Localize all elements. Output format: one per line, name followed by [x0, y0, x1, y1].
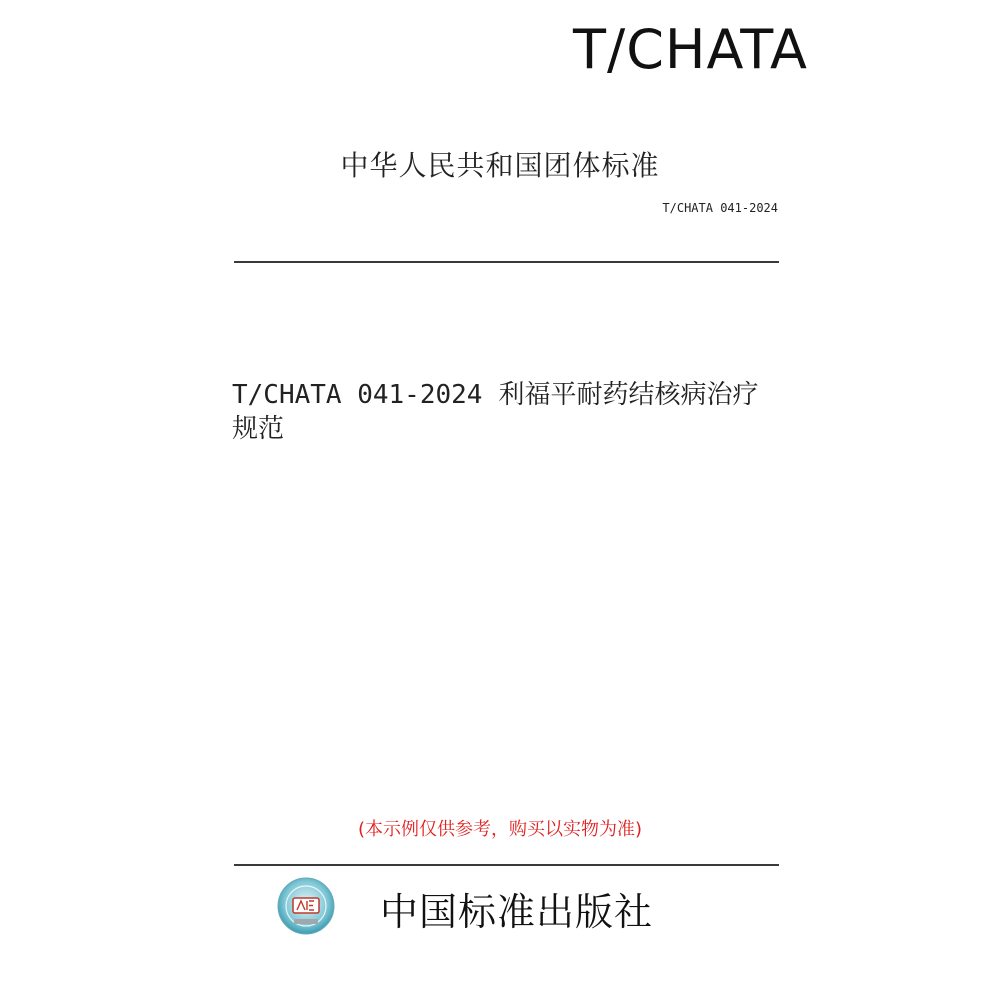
issuer-title: 中华人民共和国团体标准 [340, 149, 660, 182]
top-divider [234, 261, 779, 263]
publisher-name: 中国标准出版社 [380, 890, 654, 934]
document-title-number: T/CHATA 041-2024 [232, 380, 483, 410]
document-title-text: 利福平耐药结核病治疗规范 [232, 380, 759, 444]
doc-number: T/CHATA 041-2024 [662, 201, 778, 215]
brand-code: T/CHATA [573, 18, 808, 81]
publisher-seal-icon [276, 876, 336, 936]
sample-notice: (本示例仅供参考，购买以实物为准) [357, 819, 643, 840]
bottom-divider [234, 864, 779, 866]
document-title [232, 378, 780, 446]
